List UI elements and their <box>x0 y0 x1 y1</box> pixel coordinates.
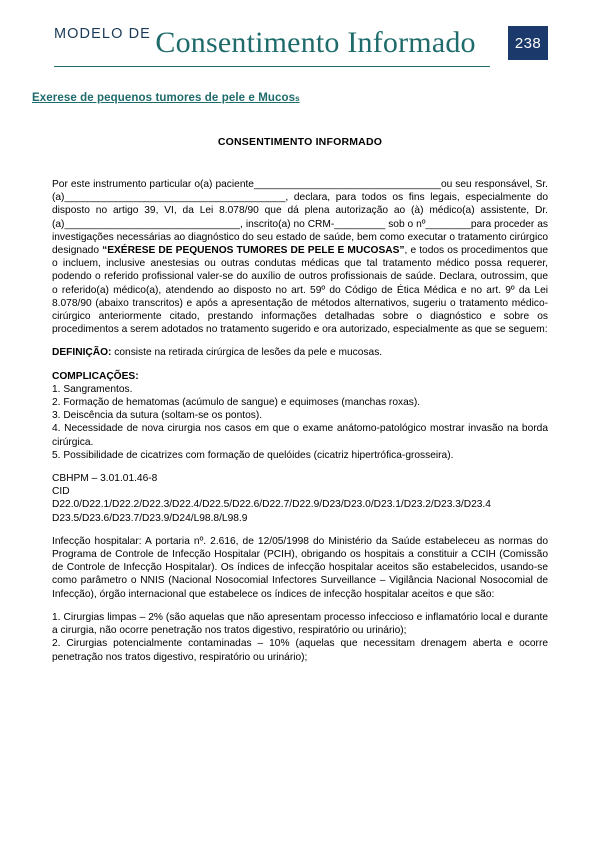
complicacao-item: 3. Deiscência da sutura (soltam-se os pontos). <box>52 410 263 422</box>
infeccao-hospitalar-paragraph: Infecção hospitalar: A portaria nº. 2.616, de 12/05/1998 do Ministério da Saúde estabeleceu as normas do Programa de Controle de Infecção Hospitalar (PCIH), obrigando os hospitais a constituir a CCIH (Comissão de Controle de Infecção Hospitalar). Os índices de infecção hospitalar aceitos são estabelecidos, usando-se como parâmetro o NNIS (Nacional Nosocomial Infectores Surveillance – Vigilância Nacional Nosocomial de Infecção), órgão internacional que estabelece os índices de infecção hospitalar aceitos e que são: <box>52 535 548 600</box>
complicacao-item: 4. Necessidade de nova cirurgia nos casos em que o exame anátomo-patológico mostrar invasão na borda cirúrgica. <box>52 423 548 448</box>
header-divider <box>54 66 490 67</box>
definicao-paragraph <box>52 346 548 359</box>
complicacoes-label: COMPLICAÇÕES: <box>52 370 139 382</box>
header-title <box>54 26 476 60</box>
cid-codes-line: D22.0/D22.1/D22.2/D22.3/D22.4/D22.5/D22.6/D22.7/D22.9/D23/D23.0/D23.1/D23.2/D23.3/D23.4 <box>52 499 491 511</box>
complicacao-item: 2. Formação de hematomas (acúmulo de sangue) e equimoses (manchas roxas). <box>52 397 421 409</box>
cid-label: CID <box>52 486 70 498</box>
indice-item: 2. Cirurgias potencialmente contaminadas – 10% (aquelas que necessitam drenagem aberta e ocorre penetração nos tratos digestivo, respiratório ou urinário); <box>52 638 548 663</box>
definicao-text: consiste na retirada cirúrgica de lesões da pele e mucosas. <box>111 347 383 359</box>
subtitle-text: Exerese de pequenos tumores de pele e Mucos <box>32 92 296 104</box>
page-number-badge: 238 <box>508 26 548 60</box>
indice-item: 1. Cirurgias limpas – 2% (são aquelas que não apresentam processo infeccioso e inflamatório local e durante a cirurgia, não ocorre penetração nos tratos digestivo, respiratório ou urinário); <box>52 611 548 637</box>
definicao-label: DEFINIÇÃO: <box>52 347 112 359</box>
intro-part-1: Por este instrumento particular o(a) paciente_________________________________ou seu responsável, Sr.(a)_______________________________________, declara, para todos os fins legais, especialmente do disposto no artigo 39, VI, da Lei 8.078/90 que dá plena autorização ao (à) médico(a) assistente, Dr.(a)_______________________________, inscrito(a) no CRM-_________ sob o nº________para proceder as investigações necessárias ao diagnóstico do seu estado de saúde, bem como executar o tratamento cirúrgico designado <box>52 179 548 257</box>
cid-codes-line: D23.5/D23.6/D23.7/D23.9/D24/L98.8/L98.9 <box>52 512 248 524</box>
intro-procedure-name: “EXÉRESE DE PEQUENOS TUMORES DE PELE E MUCOSAS” <box>102 245 405 257</box>
intro-paragraph <box>52 178 548 336</box>
complicacao-item: 1. Sangramentos. <box>52 383 133 395</box>
subtitle-text-tail: s <box>295 94 300 103</box>
document-title: CONSENTIMENTO INFORMADO <box>217 136 383 148</box>
section-subtitle <box>32 88 572 106</box>
header-modelo-label: MODELO DE <box>54 26 151 42</box>
document-body <box>52 178 548 664</box>
complicacao-item: 5. Possibilidade de cicatrizes com formação de quelóides (cicatriz hipertrófica-grosseira). <box>52 449 454 461</box>
intro-part-2: , e todos os procedimentos que o incluem, inclusive anestesias ou outras condutas médicas que tal tratamento médico possa requerer, podendo o referido profissional valer-se do auxílio de outros profissionais de saúde. Declara, outrossim, que o referido(a) médico(a), atendendo ao disposto no art. 59º do Código de Ética Médica e no art. 9º da Lei 8.078/90 (abaixo transcritos) e após a apresentação de métodos alternativos, sugeriu o tratamento médico-cirúrgico anteriormente citado, prestando informações detalhadas sobre o diagnóstico e sobre os procedimentos a serem adotados no tratamento sugerido e ora autorizado, especialmente as que se seguem: <box>52 245 548 336</box>
cbhpm-code: CBHPM – 3.01.01.46-8 <box>52 473 158 485</box>
header-consentimento-label: Consentimento Informado <box>155 26 476 59</box>
